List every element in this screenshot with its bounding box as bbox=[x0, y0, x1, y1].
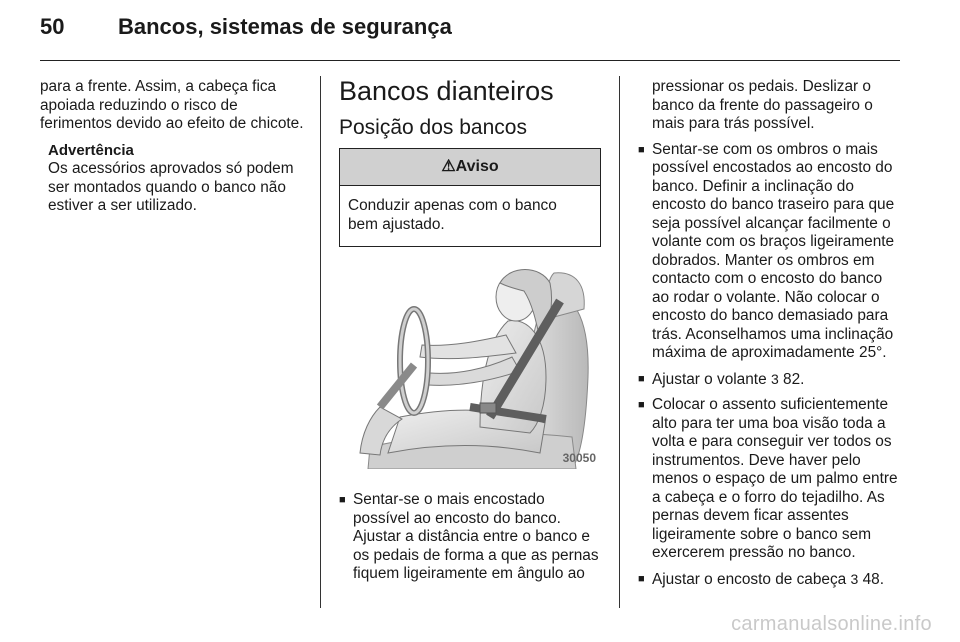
warning-title: Advertência bbox=[48, 141, 134, 159]
section-title: Bancos, sistemas de segurança bbox=[118, 14, 452, 39]
list-item: ■ Colocar o assento suficientemente alto para ter uma boa visão toda a volta e para conseguir ver todos os instrumentos. Deve haver pelo menos o espaço de um palmo entre a cabeça e o forro do tejadilho. As pernas devem ficar assentes ligeiramente sobre o banco sem exercerem pressão no banco. bbox=[638, 396, 900, 563]
watermark: carmanualsonline.info bbox=[731, 613, 932, 635]
list-item-text: Ajustar o encosto de cabeça bbox=[652, 570, 847, 588]
page-reference-link[interactable]: 82. bbox=[783, 370, 805, 388]
aviso-text: Conduzir apenas com o banco bem ajustado. bbox=[348, 197, 557, 233]
section-heading: Bancos dianteiros bbox=[339, 76, 554, 106]
cross-reference-icon: 3 bbox=[770, 370, 779, 387]
warning-note bbox=[48, 142, 308, 216]
warning-text: Os acessórios aprovados só podem ser montados quando o banco não estiver a ser utilizado. bbox=[48, 160, 294, 214]
driver-seat-illustration bbox=[340, 257, 602, 469]
subsection-heading: Posição dos bancos bbox=[339, 116, 527, 139]
column-3 bbox=[638, 78, 900, 596]
column-divider-right bbox=[619, 76, 620, 608]
continuation-text: pressionar os pedais. Deslizar o banco da frente do passageiro o mais para trás possível. bbox=[652, 78, 873, 132]
aviso-box bbox=[339, 148, 601, 247]
header-rule bbox=[40, 60, 900, 61]
figure-code: 30050 bbox=[562, 450, 596, 465]
list-item: ■ Sentar-se com os ombros o mais possível encostados ao encosto do banco. Definir a inclinação do encosto do banco traseiro para que seja possível alcançar facilmente o volante com os braços ligeiramente dobrados. Manter os ombros em contacto com o encosto do banco ao rodar o volante. Não colocar o encosto do banco demasiado para trás. Aconselhamos uma inclinação máxima de aproximadamente 25°. bbox=[638, 141, 900, 363]
page-number: 50 bbox=[40, 14, 65, 39]
bullet-list bbox=[339, 491, 603, 584]
cross-reference-icon: 3 bbox=[850, 570, 859, 587]
list-item bbox=[638, 570, 900, 590]
column-1 bbox=[40, 78, 308, 216]
list-item bbox=[638, 370, 900, 390]
bullet-list bbox=[638, 141, 900, 590]
column-2 bbox=[339, 76, 603, 591]
list-item: ■ Sentar-se o mais encostado possível ao encosto do banco. Ajustar a distância entre o banco e os pedais de forma a que as pernas fiquem ligeiramente em ângulo ao bbox=[339, 491, 603, 584]
list-item-text: Ajustar o volante bbox=[652, 370, 767, 388]
body-paragraph: para a frente. Assim, a cabeça fica apoiada reduzindo o risco de ferimentos devido ao efeito de chicote. bbox=[40, 78, 304, 132]
aviso-title: Aviso bbox=[455, 158, 499, 175]
column-divider-left bbox=[320, 76, 321, 608]
aviso-header bbox=[340, 149, 600, 186]
page-reference-link[interactable]: 48. bbox=[862, 570, 884, 588]
driver-seat-drawing bbox=[340, 257, 602, 469]
warning-triangle-icon: ⚠ bbox=[441, 158, 456, 175]
